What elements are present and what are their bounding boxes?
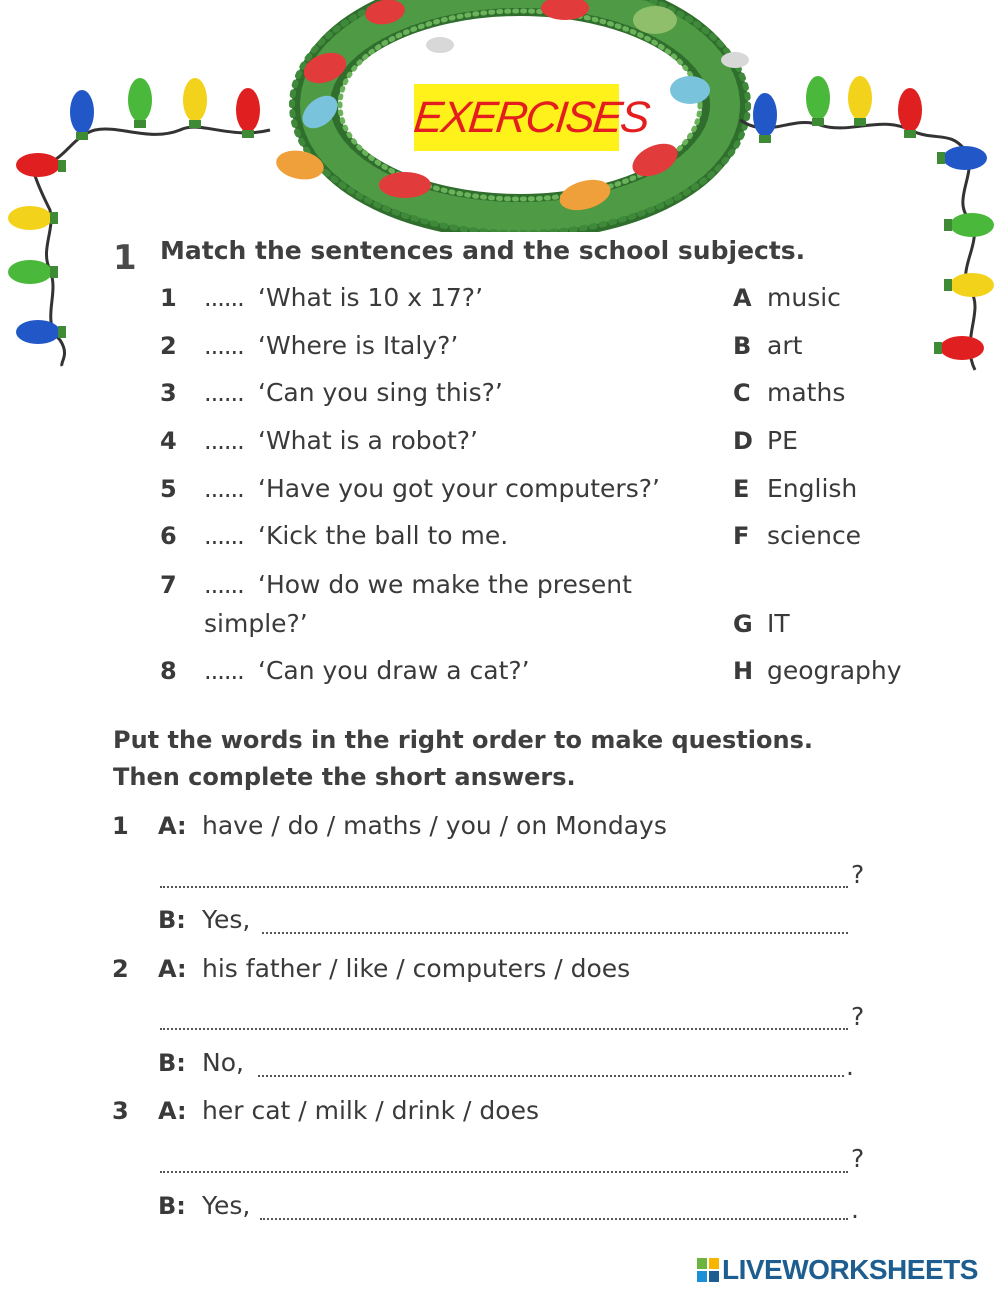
option-subject: maths bbox=[767, 378, 846, 407]
answer-blank[interactable]: ...... bbox=[204, 571, 244, 599]
item-number: 3 bbox=[160, 379, 177, 407]
short-answer-start: Yes, bbox=[202, 1191, 251, 1220]
page-title: EXERCISES bbox=[411, 93, 651, 142]
question-mark: ? bbox=[851, 860, 865, 889]
item-sentence: ‘Kick the ball to me. bbox=[258, 521, 509, 550]
answer-blank[interactable]: ...... bbox=[204, 522, 244, 550]
item-sentence: ‘Can you sing this?’ bbox=[258, 378, 503, 407]
speaker-b-label: B: bbox=[158, 1192, 186, 1220]
item-sentence: ‘What is a robot?’ bbox=[258, 426, 478, 455]
item-sentence: ‘Have you got your computers?’ bbox=[258, 474, 660, 503]
logo-text: LIVEWORKSHEETS bbox=[722, 1254, 978, 1285]
option-subject: science bbox=[767, 521, 862, 550]
option-subject: IT bbox=[767, 609, 790, 638]
option-letter: H bbox=[733, 657, 754, 685]
answer-blank[interactable]: ...... bbox=[204, 332, 244, 360]
item-number: 8 bbox=[160, 657, 177, 685]
answer-blank[interactable]: ...... bbox=[204, 427, 244, 455]
item-number: 2 bbox=[160, 332, 177, 360]
answer-blank[interactable]: ...... bbox=[204, 284, 244, 312]
item-sentence-continued: simple?’ bbox=[204, 609, 308, 638]
scrambled-words: his father / like / computers / does bbox=[202, 954, 631, 983]
question-answer-line[interactable] bbox=[160, 886, 848, 888]
short-answer-line[interactable] bbox=[258, 1075, 844, 1077]
item-sentence: ‘How do we make the present bbox=[258, 570, 632, 599]
exercise-2-heading-line-2: Then complete the short answers. bbox=[113, 763, 576, 791]
answer-blank[interactable]: ...... bbox=[204, 475, 244, 503]
option-letter: G bbox=[733, 610, 753, 638]
scrambled-words: have / do / maths / you / on Mondays bbox=[202, 811, 667, 840]
exercise-1-heading: Match the sentences and the school subjects. bbox=[160, 236, 806, 265]
speaker-a-label: A: bbox=[158, 1097, 187, 1125]
item-sentence: ‘Where is Italy?’ bbox=[258, 331, 459, 360]
liveworksheets-logo[interactable] bbox=[697, 1254, 978, 1286]
question-answer-line[interactable] bbox=[160, 1028, 848, 1030]
exercise-1-number: 1 bbox=[113, 238, 137, 278]
item-sentence: ‘What is 10 x 17?’ bbox=[258, 283, 484, 312]
item-number: 1 bbox=[160, 284, 177, 312]
liveworksheets-logo-icon bbox=[697, 1258, 719, 1282]
answer-blank[interactable]: ...... bbox=[204, 657, 244, 685]
speaker-b-label: B: bbox=[158, 1049, 186, 1077]
question-mark: ? bbox=[851, 1144, 865, 1173]
option-letter: E bbox=[733, 475, 750, 503]
option-subject: music bbox=[767, 283, 841, 312]
answer-end-punctuation: . bbox=[851, 1195, 859, 1224]
option-letter: F bbox=[733, 522, 750, 550]
item-sentence: ‘Can you draw a cat?’ bbox=[258, 656, 530, 685]
question-number: 1 bbox=[112, 812, 129, 840]
question-number: 3 bbox=[112, 1097, 129, 1125]
short-answer-line[interactable] bbox=[260, 1218, 848, 1220]
answer-blank[interactable]: ...... bbox=[204, 379, 244, 407]
option-subject: geography bbox=[767, 656, 902, 685]
item-number: 5 bbox=[160, 475, 177, 503]
item-number: 7 bbox=[160, 571, 177, 599]
answer-end-punctuation: . bbox=[846, 1052, 854, 1081]
short-answer-start: Yes, bbox=[202, 905, 251, 934]
speaker-a-label: A: bbox=[158, 812, 187, 840]
christmas-lights-left-image bbox=[0, 70, 290, 370]
scrambled-words: her cat / milk / drink / does bbox=[202, 1096, 539, 1125]
exercise-2-heading-line-1: Put the words in the right order to make questions. bbox=[113, 726, 813, 754]
speaker-a-label: A: bbox=[158, 955, 187, 983]
short-answer-line[interactable] bbox=[262, 932, 848, 934]
item-number: 4 bbox=[160, 427, 177, 455]
question-mark: ? bbox=[851, 1002, 865, 1031]
option-letter: C bbox=[733, 379, 751, 407]
speaker-b-label: B: bbox=[158, 906, 186, 934]
question-answer-line[interactable] bbox=[160, 1171, 848, 1173]
option-subject: PE bbox=[767, 426, 798, 455]
option-letter: D bbox=[733, 427, 753, 455]
option-letter: A bbox=[733, 284, 752, 312]
question-number: 2 bbox=[112, 955, 129, 983]
item-number: 6 bbox=[160, 522, 177, 550]
short-answer-start: No, bbox=[202, 1048, 244, 1077]
option-subject: English bbox=[767, 474, 858, 503]
option-letter: B bbox=[733, 332, 752, 360]
option-subject: art bbox=[767, 331, 803, 360]
